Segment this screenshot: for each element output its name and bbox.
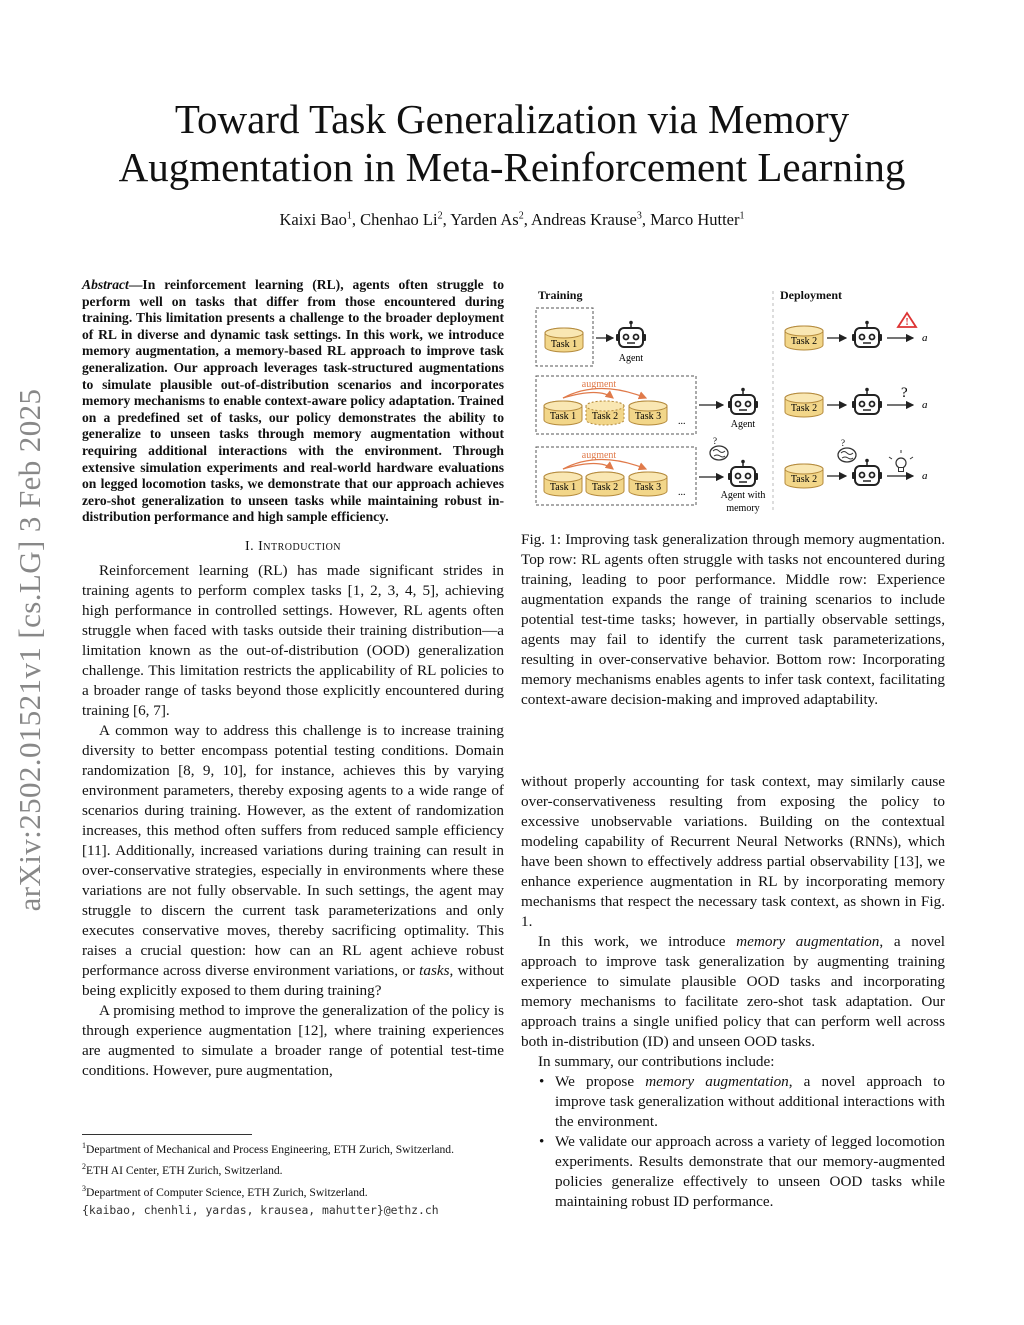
task-2-label-row2: Task 2 — [591, 411, 619, 422]
task-3-label-row3: Task 3 — [634, 482, 662, 493]
intro-paragraph-3: A promising method to improve the generalization of the policy is through experience augmentation [12], where training experiences are augmented to simulate a broader range of potential test-time conditions. However, pure augmentation, — [82, 1001, 504, 1079]
contribution-1-post: , a novel approach to improve task generalization without additional interactions with the environment. — [555, 1073, 945, 1130]
agent-memory-label-line2: memory — [726, 503, 760, 514]
figure-1-caption: Fig. 1: Improving task generalization through memory augmentation. Top row: RL agents often struggle with tasks not encountered during training, leading to poor performance. Middle row: Experience augmentation expands the range of training scenarios to include potential test-time tasks; however, in partially observable settings, agents may fail to identify the current task parameterizations, resulting in over-conservative behavior. Bottom row: Incorporating memory mechanisms enables agents to infer task context, facilitating context-aware decision-making and improved adaptability. — [521, 531, 945, 708]
robot-icon — [616, 321, 646, 347]
footnote-2 — [82, 1160, 504, 1178]
agent-memory-label-line1: Agent with — [720, 490, 766, 501]
title-line-2: Augmentation in Meta-Reinforcement Learning — [118, 144, 906, 190]
section-heading-introduction: I. Introduction — [244, 538, 342, 554]
author-name: Andreas Krause — [531, 210, 637, 229]
intro-paragraph-2 — [82, 721, 504, 1001]
footnote-3 — [82, 1182, 504, 1200]
robot-icon — [852, 321, 882, 347]
contribution-item: • We validate our approach across a variety of legged locomotion experiments. Results demonstrate that our memory-augmented policies generalize effectively to unseen OOD tasks while maintaining robust ID performance. — [521, 1132, 945, 1212]
question-mark-brain-row3: ? — [713, 436, 717, 446]
augment-label-row3: augment — [581, 450, 617, 461]
warning-mark: ! — [905, 317, 909, 328]
author-name: Marco Hutter — [650, 210, 740, 229]
abstract-label: Abstract — [82, 277, 129, 292]
footnote-1 — [82, 1139, 504, 1157]
footnote-mark: 3 — [82, 1183, 86, 1193]
author-emails: {kaibao, chenhli, yardas, krausea, mahutter}@ethz.ch — [82, 1203, 439, 1218]
author-name: Kaixi Bao — [279, 210, 347, 229]
right-column-top — [521, 281, 945, 710]
author-affiliation: 2 — [518, 210, 524, 222]
footnote-rule — [82, 1134, 252, 1135]
author-name: Chenhao Li — [360, 210, 438, 229]
ellipsis-row2: ... — [678, 416, 686, 427]
footnote-text: Department of Computer Science, ETH Zurich, Switzerland. — [86, 1185, 368, 1199]
contribution-1-pre: We propose — [555, 1073, 646, 1090]
task-2-label-row2-deploy: Task 2 — [790, 403, 818, 414]
task-2-label-row3-deploy: Task 2 — [790, 474, 818, 485]
arxiv-sidebar — [0, 360, 60, 940]
task-1-label-row2: Task 1 — [549, 411, 577, 422]
author-affiliation: 3 — [636, 210, 642, 222]
paper-title — [80, 95, 944, 191]
arxiv-identifier: arXiv:2502.01521v1 [cs.LG] 3 Feb 2025 — [12, 388, 47, 912]
lightbulb-icon — [889, 450, 913, 472]
action-label-row2: a — [922, 399, 928, 411]
brain-icon — [838, 448, 856, 462]
figure-training-label: Training — [538, 288, 583, 302]
right-paragraph-3: In summary, our contributions include: — [538, 1053, 775, 1070]
agent-label-row1: Agent — [618, 353, 644, 364]
footnote-mark: 1 — [82, 1141, 86, 1150]
author-name: Yarden As — [450, 210, 519, 229]
contribution-item — [521, 1072, 945, 1132]
figure-1 — [521, 281, 945, 516]
right-paragraph-2-post: , a novel approach to improve task generalization by augmenting training experience to simulate plausible OOD tasks and incorporating memory mechanisms to facilitate zero-shot task adaptation. Our approach trains a single unified policy that can perform well across both in-distribution (ID) and unseen OOD tasks. — [521, 933, 946, 1050]
intro-paragraph-2-emphasis: tasks — [419, 961, 450, 979]
question-mark-row2: ? — [901, 385, 908, 401]
task-1-label-row1: Task 1 — [550, 339, 578, 350]
footnote-mark: 2 — [82, 1162, 86, 1172]
ellipsis-row3: ... — [678, 487, 686, 498]
contributions-list — [521, 1072, 945, 1212]
footnote-text: Department of Mechanical and Process Engineering, ETH Zurich, Switzerland. — [86, 1142, 454, 1156]
augment-label-row2: augment — [581, 379, 617, 390]
figure-1-diagram — [521, 281, 945, 521]
abstract-text: —In reinforcement learning (RL), agents often struggle to perform well on tasks that differ from those encountered during training. This limitation presents a challenge to the broader deployment of RL in diverse and dynamic task settings. In this work, we introduce memory augmentation, a memory-based RL approach to improve task generalization. Our approach leverages task-structured augmentations to simulate plausible out-of-distribution scenarios and incorporates memory mechanisms to enable context-aware policy adaptation. Trained on a predefined set of tasks, our policy demonstrates the ability to generalize to unseen tasks through memory augmentation without requiring additional interactions with the environment. Through extensive simulation experiments and real-world hardware evaluations on legged locomotion tasks, we demonstrate that our approach achieves zero-shot generalization to unseen tasks while maintaining robust in-distribution performance and high sample efficiency. — [82, 277, 504, 525]
task-2-label-row3: Task 2 — [591, 482, 619, 493]
author-list: Kaixi Bao$^1$, Chenhao Li$^2$, Yarden As$^2$, Andreas Krause$^3$, Marco Hutter$^1$ — [279, 210, 745, 229]
abstract — [82, 277, 504, 526]
author-affiliation: 1 — [346, 210, 352, 222]
left-column — [82, 277, 504, 1081]
robot-icon — [728, 460, 758, 486]
agent-label-row2: Agent — [730, 419, 756, 430]
right-paragraph-2-pre: In this work, we introduce — [538, 933, 737, 950]
right-paragraph-1: without properly accounting for task context, may similarly cause over-conservativeness resulting from exposing the policy to excessive unobservable variations. Building on the contextual modeling capability of Recurrent Neural Networks (RNNs), which have been shown to effectively address partial observability [13], we enhance experience augmentation in RL by incorporating memory mechanisms that respect the necessary task context, as shown in Fig. 1. — [521, 773, 945, 930]
footnotes — [82, 1134, 504, 1221]
intro-paragraph-2-tail: , without being explicitly exposed to them during training? — [82, 961, 505, 999]
intro-paragraph-1: Reinforcement learning (RL) has made significant strides in training agents to perform complex tasks [1, 2, 3, 4, 5], achieving high performance in controlled settings. However, RL agents often struggle when faced with tasks outside their training distribution—a limitation known as the out-of-distribution (OOD) generalization challenge. This limitation restricts the applicability of RL policies to a broader range of tasks beyond those explicitly encountered during training [6, 7]. — [82, 561, 504, 719]
footnote-text: ETH AI Center, ETH Zurich, Switzerland. — [86, 1164, 283, 1178]
robot-icon — [728, 388, 758, 414]
right-paragraph-2 — [521, 932, 945, 1052]
task-3-label-row2: Task 3 — [634, 411, 662, 422]
brain-icon — [710, 446, 728, 460]
right-paragraph-2-emphasis: memory augmentation — [736, 933, 880, 950]
figure-deployment-label: Deployment — [780, 288, 842, 302]
robot-icon — [852, 388, 882, 414]
contribution-1-emphasis: memory augmentation — [645, 1073, 789, 1090]
action-label-row1: a — [922, 332, 928, 344]
robot-icon — [852, 459, 882, 485]
action-label-row3: a — [922, 470, 928, 482]
author-affiliation: 1 — [739, 210, 745, 222]
title-line-1: Toward Task Generalization via Memory — [174, 96, 850, 142]
task-2-label-row1: Task 2 — [790, 336, 818, 347]
right-column-body — [521, 772, 945, 1212]
author-affiliation: 2 — [437, 210, 443, 222]
question-mark-brain-deploy: ? — [841, 438, 845, 448]
intro-paragraph-2-text: A common way to address this challenge is to increase training diversity to better encompass potential testing conditions. Domain randomization [8, 9, 10], for instance, achieves this by varying environment parameters, thereby exposing agents to a wide range of scenarios during training. However, as the extent of randomization increases, this method often suffers from reduced sample efficiency [11]. Additionally, increased variations during training can result in over-conservative strategies, especially in environments where these variations are not fully observable. In such settings, the agent may struggle to discern the current task parameterizations and only executes conservative moves, thereby sacrificing optimality. This raises a crucial question: how can an RL agent achieve robust performance across diverse environment variations, or — [82, 721, 504, 979]
task-1-label-row3: Task 1 — [549, 482, 577, 493]
